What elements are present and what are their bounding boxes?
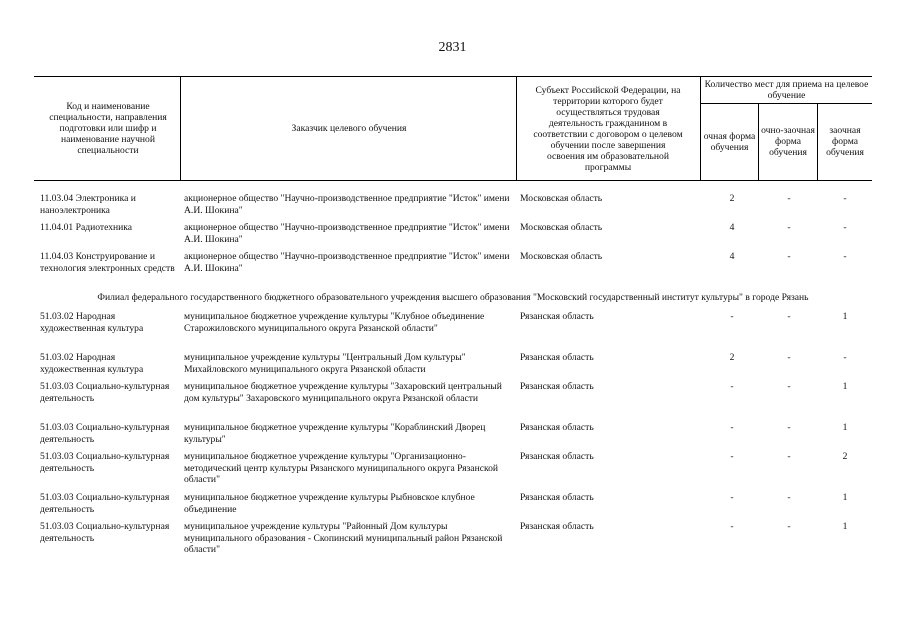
row-fulltime: 2: [729, 193, 735, 204]
row-mixed: -: [787, 381, 791, 392]
header-parttime: заочная форма обучения: [826, 125, 864, 158]
row-customer: акционерное общество "Научно-производственное предприятие "Исток" имени А.И. Шокина": [184, 193, 510, 216]
row-fulltime: -: [730, 381, 734, 392]
divider: [700, 103, 872, 104]
row-subject: Рязанская область: [520, 422, 594, 433]
row-parttime: -: [843, 352, 847, 363]
row-mixed: -: [787, 451, 791, 462]
row-mixed: -: [787, 251, 791, 262]
row-subject: Рязанская область: [520, 381, 594, 392]
row-fulltime: 2: [729, 352, 735, 363]
row-parttime: 1: [842, 311, 848, 322]
row-mixed: -: [787, 521, 791, 532]
row-code: 51.03.03 Социально-культурная деятельность: [40, 521, 170, 544]
row-subject: Рязанская область: [520, 311, 594, 322]
section-title: Филиал федерального государственного бюджетного образовательного учреждения высшего образования "Московский государственный институт культуры" в городе Рязань: [97, 292, 809, 303]
row-fulltime: -: [730, 492, 734, 503]
row-mixed: -: [787, 222, 791, 233]
row-parttime: -: [843, 251, 847, 262]
row-parttime: 1: [842, 381, 848, 392]
row-parttime: -: [843, 193, 847, 204]
header-fulltime: очная форма обучения: [703, 130, 756, 153]
row-subject: Рязанская область: [520, 492, 594, 503]
page-number: 2831: [438, 40, 467, 55]
row-customer: муниципальное бюджетное учреждение культуры "Захаровский центральный дом культуры" Захаровского муниципального округа Рязанской области: [184, 381, 502, 404]
row-subject: Московская область: [520, 222, 603, 233]
row-fulltime: -: [730, 451, 734, 462]
row-mixed: -: [787, 193, 791, 204]
row-mixed: -: [787, 311, 791, 322]
header-subject: Субъект Российской Федерации, на территории которого будет осуществляться трудовая деятельность гражданином в соответствии с договором о целевом обучении после завершения освоения им образовательной программы: [533, 84, 683, 173]
row-customer: муниципальное учреждение культуры "Центральный Дом культуры" Михайловского муниципального округа Рязанской области: [184, 352, 466, 375]
row-code: 11.04.01 Радиотехника: [40, 222, 133, 233]
row-fulltime: -: [730, 311, 734, 322]
header-code: Код и наименование специальности, направления подготовки или шифр и наименование научной специальности: [49, 101, 167, 156]
row-subject: Рязанская область: [520, 451, 594, 462]
row-fulltime: 4: [729, 222, 735, 233]
row-code: 51.03.02 Народная художественная культура: [40, 352, 144, 375]
row-subject: Рязанская область: [520, 352, 594, 363]
row-parttime: 2: [842, 451, 848, 462]
row-code: 51.03.03 Социально-культурная деятельность: [40, 492, 170, 515]
row-code: 51.03.03 Социально-культурная деятельность: [40, 422, 170, 445]
row-customer: акционерное общество "Научно-производственное предприятие "Исток" имени А.И. Шокина": [184, 222, 510, 245]
row-parttime: 1: [842, 521, 848, 532]
row-customer: муниципальное бюджетное учреждение культуры "Организационно-методический центр культуры Рязанского муниципального округа Рязанской области": [184, 451, 499, 485]
row-customer: акционерное общество "Научно-производственное предприятие "Исток" имени А.И. Шокина": [184, 251, 510, 274]
row-mixed: -: [787, 492, 791, 503]
divider: [758, 103, 759, 180]
row-code: 51.03.03 Социально-культурная деятельность: [40, 381, 170, 404]
table-header: [34, 76, 872, 181]
row-subject: Рязанская область: [520, 521, 594, 532]
divider: [516, 77, 517, 180]
row-code: 11.04.03 Конструирование и технология электронных средств: [40, 251, 175, 274]
row-parttime: 1: [842, 422, 848, 433]
row-fulltime: 4: [729, 251, 735, 262]
row-code: 51.03.02 Народная художественная культура: [40, 311, 144, 334]
header-customer: Заказчик целевого обучения: [291, 123, 407, 134]
header-places: Количество мест для приема на целевое обучение: [704, 79, 869, 101]
row-parttime: 1: [842, 492, 848, 503]
header-mixed: очно-заочная форма обучения: [761, 125, 815, 158]
row-subject: Московская область: [520, 193, 603, 204]
target-admission-table: [34, 76, 872, 555]
row-mixed: -: [787, 422, 791, 433]
row-customer: муниципальное бюджетное учреждение культуры "Клубное объединение Старожиловского муниципального округа Рязанской области": [184, 311, 485, 334]
row-customer: муниципальное бюджетное учреждение культуры Рыбновское клубное объединение: [184, 492, 475, 515]
row-code: 51.03.03 Социально-культурная деятельность: [40, 451, 170, 474]
divider: [180, 77, 181, 180]
row-parttime: -: [843, 222, 847, 233]
divider: [817, 103, 818, 180]
row-mixed: -: [787, 352, 791, 363]
row-customer: муниципальное учреждение культуры "Районный Дом культуры муниципального образования - Скопинский муниципальный район Рязанской области": [184, 521, 503, 555]
row-customer: муниципальное бюджетное учреждение культуры "Кораблинский Дворец культуры": [184, 422, 486, 445]
row-subject: Московская область: [520, 251, 603, 262]
divider: [700, 77, 701, 180]
row-code: 11.03.04 Электроника и наноэлектроника: [40, 193, 136, 216]
row-fulltime: -: [730, 521, 734, 532]
row-fulltime: -: [730, 422, 734, 433]
